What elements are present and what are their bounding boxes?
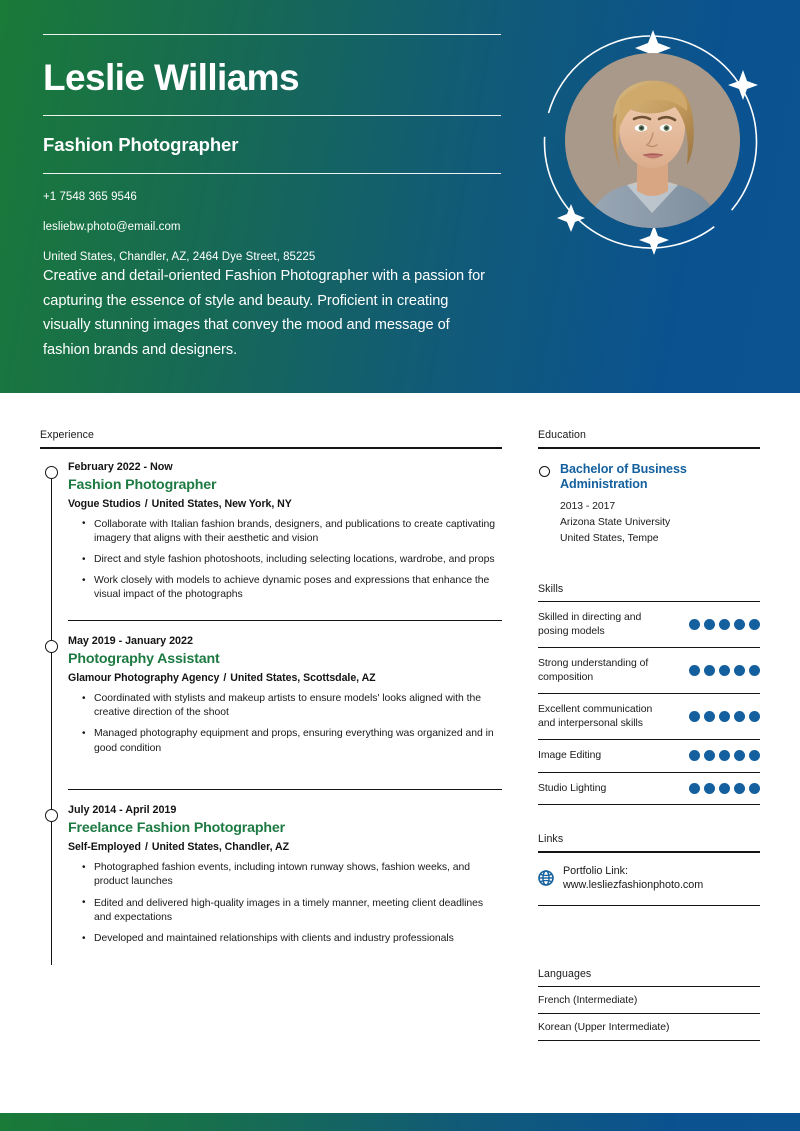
skill-name: Strong understanding of composition — [538, 658, 649, 683]
spacer — [538, 906, 760, 968]
rating-dot — [734, 783, 745, 794]
avatar-decoration-group — [525, 18, 775, 273]
footer-accent-bar — [0, 1113, 800, 1131]
skill-name: Studio Lighting — [538, 782, 607, 794]
rating-dot — [689, 711, 700, 722]
rating-dot — [749, 750, 760, 761]
rating-dot — [689, 783, 700, 794]
experience-divider — [68, 620, 502, 621]
experience-divider — [68, 789, 502, 790]
bullet-item: • Managed photography equipment and props, ensuring everything was organized and in good condition — [82, 727, 502, 762]
skill-row — [538, 773, 760, 806]
skill-row — [538, 740, 760, 773]
header-identity-block — [43, 34, 501, 264]
timeline-marker-icon — [45, 466, 58, 479]
bullet-item: • Work closely with models to achieve dynamic poses and expressions that enhance the visual impact of the photographs — [82, 574, 502, 609]
experience-dates: July 2014 - April 2019 — [68, 804, 177, 817]
experience-role: Fashion Photographer — [68, 476, 217, 493]
experience-location: United States, Scottsdale, AZ — [230, 672, 376, 684]
skill-name: Skilled in directing and posing models — [538, 612, 642, 637]
rating-dot — [734, 665, 745, 676]
rating-dot — [704, 665, 715, 676]
link-text-block — [563, 864, 703, 893]
experience-separator: / — [223, 672, 227, 684]
experience-bullets — [68, 518, 502, 610]
experience-item — [40, 635, 502, 763]
link-label: Portfolio Link: — [563, 864, 628, 877]
section-heading-education: Education — [538, 429, 587, 441]
skill-name: Excellent communication and interpersonal skills — [538, 704, 653, 729]
resume-body — [0, 393, 800, 1093]
rating-dot — [719, 783, 730, 794]
rating-dot — [719, 711, 730, 722]
experience-dates: February 2022 - Now — [68, 460, 173, 473]
timeline-marker-icon — [45, 640, 58, 653]
contact-phone[interactable]: +1 7548 365 9546 — [43, 191, 137, 203]
language-item: Korean (Upper Intermediate) — [538, 1014, 760, 1041]
rating-dot — [704, 783, 715, 794]
education-degree: Bachelor of Business Administration — [560, 461, 687, 492]
skill-rating — [689, 783, 760, 794]
avatar — [565, 53, 740, 228]
rating-dot — [719, 750, 730, 761]
link-item[interactable] — [538, 853, 760, 906]
skill-rating — [689, 750, 760, 761]
section-heading-links: Links — [538, 833, 564, 846]
experience-bullets — [68, 692, 502, 763]
rating-dot — [689, 750, 700, 761]
skill-name: Image Editing — [538, 750, 602, 762]
profile-summary: Creative and detail-oriented Fashion Photographer with a passion for capturing the essence of style and beauty. Proficient in creating visually stunning images that convey the mood and message of fashion brands and designers. — [43, 268, 485, 358]
rating-dot — [734, 711, 745, 722]
experience-company: Self-Employed — [68, 841, 141, 854]
education-institution: Arizona State University — [560, 516, 671, 528]
link-url[interactable]: www.lesliezfashionphoto.com — [563, 879, 704, 892]
skill-rating — [689, 711, 760, 722]
skill-rating — [689, 619, 760, 630]
experience-company-location — [68, 672, 502, 692]
experience-separator: / — [144, 497, 148, 510]
education-marker-icon — [539, 466, 550, 477]
bullet-item: • Collaborate with Italian fashion brands, designers, and publications to create captivating imagery that aligns with their aesthetic and vision — [82, 518, 502, 553]
experience-company: Vogue Studios — [68, 497, 141, 510]
section-heading-experience: Experience — [40, 429, 94, 441]
bullet-item: • Developed and maintained relationships with clients and industry professionals — [82, 932, 502, 953]
experience-separator: / — [144, 841, 148, 854]
rating-dot — [734, 750, 745, 761]
sidebar-column — [538, 429, 760, 1041]
rating-dot — [689, 665, 700, 676]
experience-company: Glamour Photography Agency — [68, 672, 220, 684]
rating-dot — [749, 711, 760, 722]
skill-row — [538, 602, 760, 648]
education-item — [538, 449, 760, 547]
experience-role: Photography Assistant — [68, 651, 220, 667]
bullet-item: • Photographed fashion events, including intown runway shows, fashion weeks, and product launches — [82, 861, 502, 896]
experience-company-location — [68, 498, 502, 518]
resume-header — [0, 0, 800, 393]
experience-dates: May 2019 - January 2022 — [68, 635, 193, 647]
rating-dot — [749, 665, 760, 676]
rating-dot — [704, 750, 715, 761]
section-heading-languages: Languages — [538, 967, 592, 980]
experience-location: United States, New York, NY — [151, 497, 292, 510]
experience-bullets — [68, 861, 502, 953]
contact-address: United States, Chandler, AZ, 2464 Dye Street, 85225 — [43, 250, 316, 263]
skill-row — [538, 694, 760, 740]
education-location: United States, Tempe — [560, 532, 659, 544]
experience-company-location — [68, 841, 502, 861]
timeline-marker-icon — [45, 809, 58, 822]
skill-rating — [689, 665, 760, 676]
language-item: French (Intermediate) — [538, 987, 760, 1014]
rating-dot — [749, 783, 760, 794]
bullet-item: • Edited and delivered high-quality images in a timely manner, meeting client deadlines and expectations — [82, 897, 502, 932]
rating-dot — [734, 619, 745, 630]
contact-list — [43, 174, 501, 264]
avatar-portrait — [565, 53, 740, 228]
bullet-item: • Coordinated with stylists and makeup artists to ensure models' looks aligned with the creative direction of the shoot — [82, 692, 502, 727]
spacer — [538, 547, 760, 583]
rating-dot — [704, 711, 715, 722]
education-years: 2013 - 2017 — [560, 500, 616, 512]
experience-item — [40, 461, 502, 610]
rating-dot — [704, 619, 715, 630]
experience-item — [40, 804, 502, 953]
globe-icon — [538, 870, 554, 886]
rating-dot — [749, 619, 760, 630]
page-title: Leslie Williams — [43, 57, 299, 98]
bullet-item: • Direct and style fashion photoshoots, including selecting locations, wardrobe, and props — [82, 553, 502, 574]
skill-row — [538, 648, 760, 694]
contact-email[interactable]: lesliebw.photo@email.com — [43, 220, 181, 233]
main-column — [40, 429, 502, 953]
header-job-title: Fashion Photographer — [43, 134, 239, 155]
rating-dot — [719, 619, 730, 630]
experience-location: United States, Chandler, AZ — [151, 841, 290, 854]
experience-timeline — [40, 449, 502, 954]
experience-role: Freelance Fashion Photographer — [68, 820, 286, 837]
rating-dot — [689, 619, 700, 630]
section-heading-skills: Skills — [538, 582, 564, 595]
spacer — [538, 805, 760, 833]
rating-dot — [719, 665, 730, 676]
